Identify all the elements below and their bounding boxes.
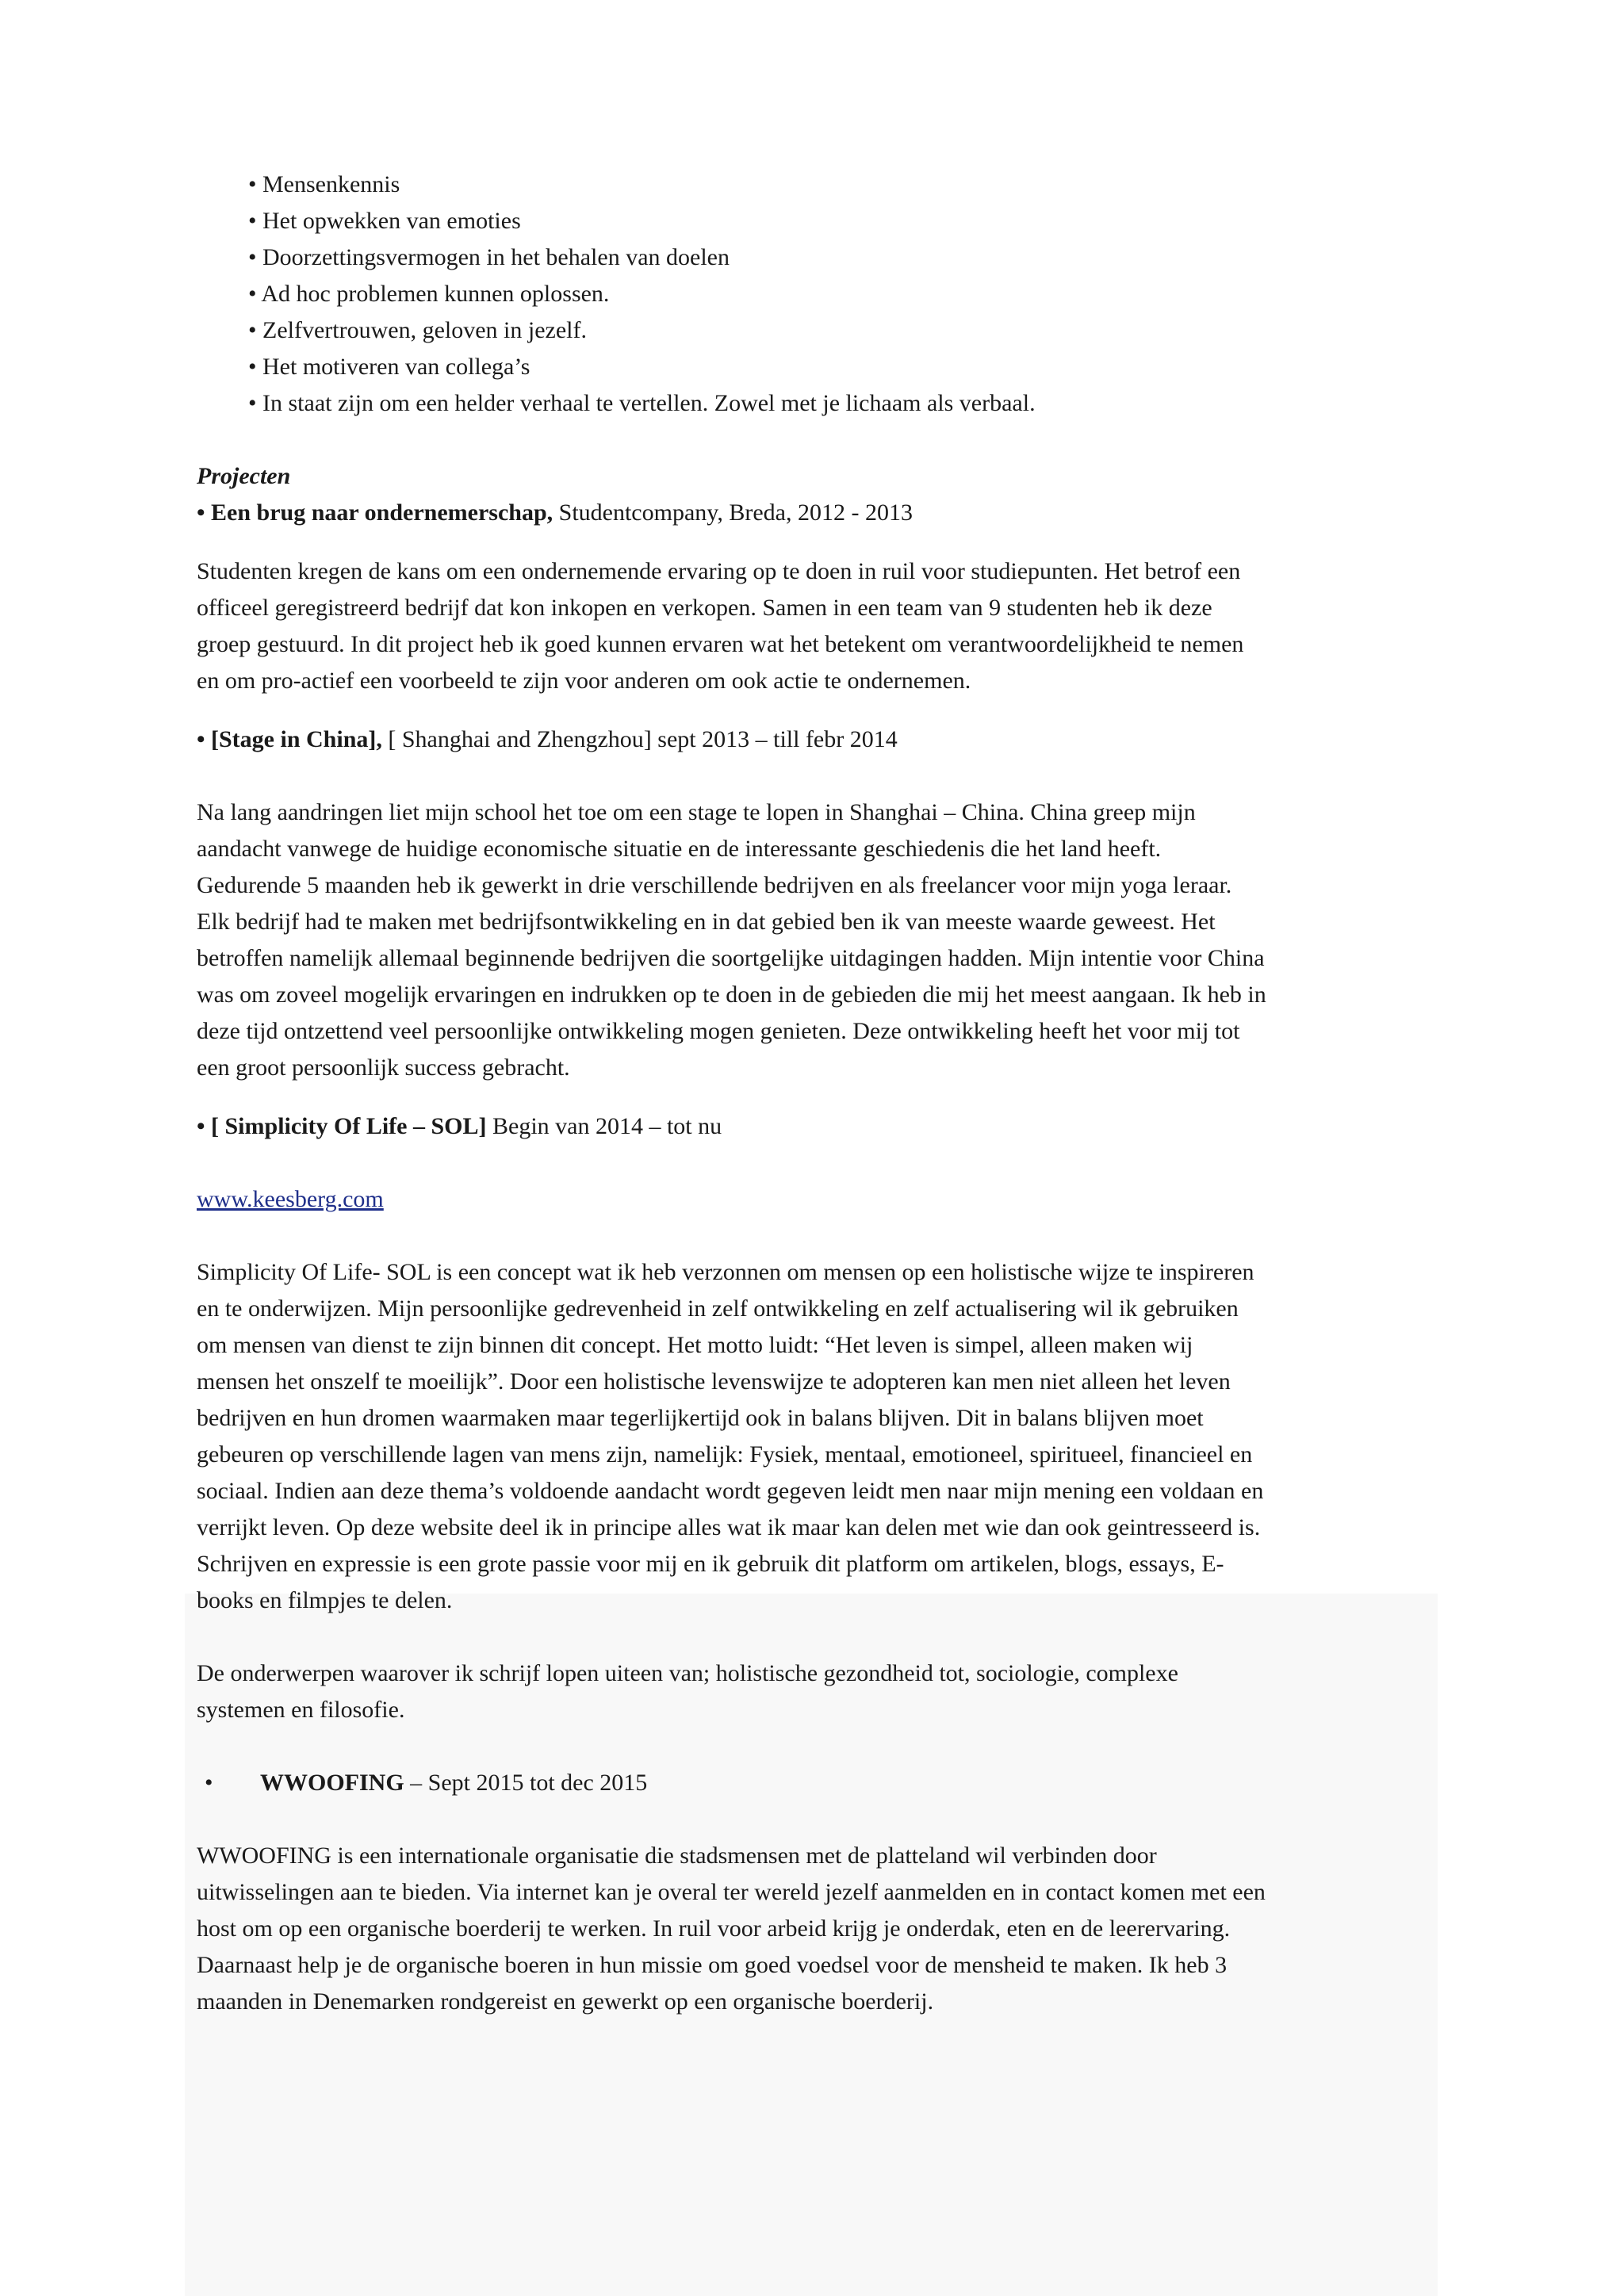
paragraph-line: WWOOFING is een internationale organisatie die stadsmensen met de platteland wil verbinden door [197,1843,1157,1869]
paragraph-line: systemen en filosofie. [197,1697,405,1723]
website-link[interactable]: www.keesberg.com [197,1186,384,1212]
paragraph-line: deze tijd ontzettend veel persoonlijke ontwikkeling mogen genieten. Deze ontwikkeling heeft het voor mij tot [197,1018,1240,1044]
paragraph-line: books en filmpjes te delen. [197,1587,453,1613]
paragraph-line: De onderwerpen waarover ik schrijf lopen uiteen van; holistische gezondheid tot, sociologie, complexe [197,1660,1178,1686]
project-1-header [197,495,1450,531]
paragraph-line: aandacht vanwege de huidige economische situatie en de interessante geschiedenis die het land heeft. [197,836,1162,862]
bullet-icon: • [205,1770,213,1796]
paragraph-line: host om op een organische boerderij te werken. In ruil voor arbeid krijg je onderdak, eten en de leerervaring. [197,1915,1231,1942]
paragraph-line: Na lang aandringen liet mijn school het toe om een stage te lopen in Shanghai – China. China greep mijn [197,799,1196,825]
projects-heading: Projecten [197,463,291,489]
paragraph-line: mensen het onszelf te moeilijk”. Door een holistische levenswijze te adopteren kan men niet alleen het leven [197,1368,1231,1395]
paragraph-line: Schrijven en expressie is een grote passie voor mij en ik gebruik dit platform om artikelen, blogs, essays, E- [197,1551,1224,1577]
skills-list [248,166,1450,422]
project-3-topics [197,1655,1450,1728]
project-4-meta: – Sept 2015 tot dec 2015 [404,1770,648,1796]
paragraph-line: een groot persoonlijk success gebracht. [197,1054,570,1081]
project-2-description [197,794,1450,1086]
paragraph-line: sociaal. Indien aan deze thema’s voldoende aandacht wordt gegeven leidt men naar mijn mening een voldaan en [197,1478,1264,1504]
list-item: • Het opwekken van emoties [248,208,521,234]
list-item: • Ad hoc problemen kunnen oplossen. [248,281,610,307]
project-4-description [197,1838,1450,2020]
project-2-title: • [Stage in China], [197,726,382,752]
paragraph-line: maanden in Denemarken rondgereist en gewerkt op een organische boerderij. [197,1988,934,2015]
paragraph-line: officeel geregistreerd bedrijf dat kon inkopen en verkopen. Samen in een team van 9 studenten heb ik deze [197,595,1212,621]
paragraph-line: Simplicity Of Life- SOL is een concept wat ik heb verzonnen om mensen op een holistische wijze te inspireren [197,1259,1254,1285]
paragraph-line: en om pro-actief een voorbeeld te zijn voor anderen om ook actie te ondernemen. [197,668,971,694]
project-4-header [197,1765,1450,1801]
document-page [197,166,1450,2020]
paragraph-line: Daarnaast help je de organische boeren in hun missie om goed voedsel voor de mensheid te maken. Ik heb 3 [197,1952,1228,1978]
paragraph-line: Studenten kregen de kans om een ondernemende ervaring op te doen in ruil voor studiepunten. Het betrof een [197,558,1241,584]
list-item: • Het motiveren van collega’s [248,354,530,380]
paragraph-line: om mensen van dienst te zijn binnen dit concept. Het motto luidt: “Het leven is simpel, alleen maken wij [197,1332,1193,1358]
project-1-title: • Een brug naar ondernemerschap, [197,499,553,526]
project-2-meta: [ Shanghai and Zhengzhou] sept 2013 – till febr 2014 [381,726,898,752]
list-item: • In staat zijn om een helder verhaal te vertellen. Zowel met je lichaam als verbaal. [248,390,1036,416]
paragraph-line: betroffen namelijk allemaal beginnende bedrijven die soortgelijke uitdagingen hadden. Mijn intentie voor China [197,945,1265,971]
paragraph-line: verrijkt leven. Op deze website deel ik in principe alles wat ik maar kan delen met wie dan ook geintresseerd is. [197,1514,1261,1540]
project-3-meta: Begin van 2014 – tot nu [486,1113,722,1139]
paragraph-line: was om zoveel mogelijk ervaringen en indrukken op te doen in de gebieden die mij het meest aangaan. Ik heb in [197,982,1266,1008]
project-1-description [197,553,1450,699]
paragraph-line: Elk bedrijf had te maken met bedrijfsontwikkeling en in dat gebied ben ik van meeste waarde geweest. Het [197,909,1216,935]
paragraph-line: uitwisselingen aan te bieden. Via internet kan je overal ter wereld jezelf aanmelden en in contact komen met een [197,1879,1266,1905]
project-3-title: • [ Simplicity Of Life – SOL] [197,1113,487,1139]
paragraph-line: Gedurende 5 maanden heb ik gewerkt in drie verschillende bedrijven en als freelancer voor mijn yoga leraar. [197,872,1232,898]
list-item: • Doorzettingsvermogen in het behalen van doelen [248,244,730,270]
paragraph-line: gebeuren op verschillende lagen van mens zijn, namelijk: Fysiek, mentaal, emotioneel, spiritueel, financieel en [197,1441,1253,1468]
project-3-description [197,1254,1450,1619]
paragraph-line: bedrijven en hun dromen waarmaken maar tegerlijkertijd ook in balans blijven. Dit in balans blijven moet [197,1405,1204,1431]
list-item: • Mensenkennis [248,171,400,197]
project-4-title: WWOOFING [260,1770,404,1796]
project-3-header [197,1108,1450,1145]
paragraph-line: en te onderwijzen. Mijn persoonlijke gedrevenheid in zelf ontwikkeling en zelf actualisering wil ik gebruiken [197,1295,1239,1322]
website-link-line [197,1181,1450,1218]
project-1-meta: Studentcompany, Breda, 2012 - 2013 [553,499,913,526]
list-item: • Zelfvertrouwen, geloven in jezelf. [248,317,587,343]
paragraph-line: groep gestuurd. In dit project heb ik goed kunnen ervaren wat het betekent om verantwoordelijkheid te nemen [197,631,1244,657]
project-2-header [197,721,1450,758]
